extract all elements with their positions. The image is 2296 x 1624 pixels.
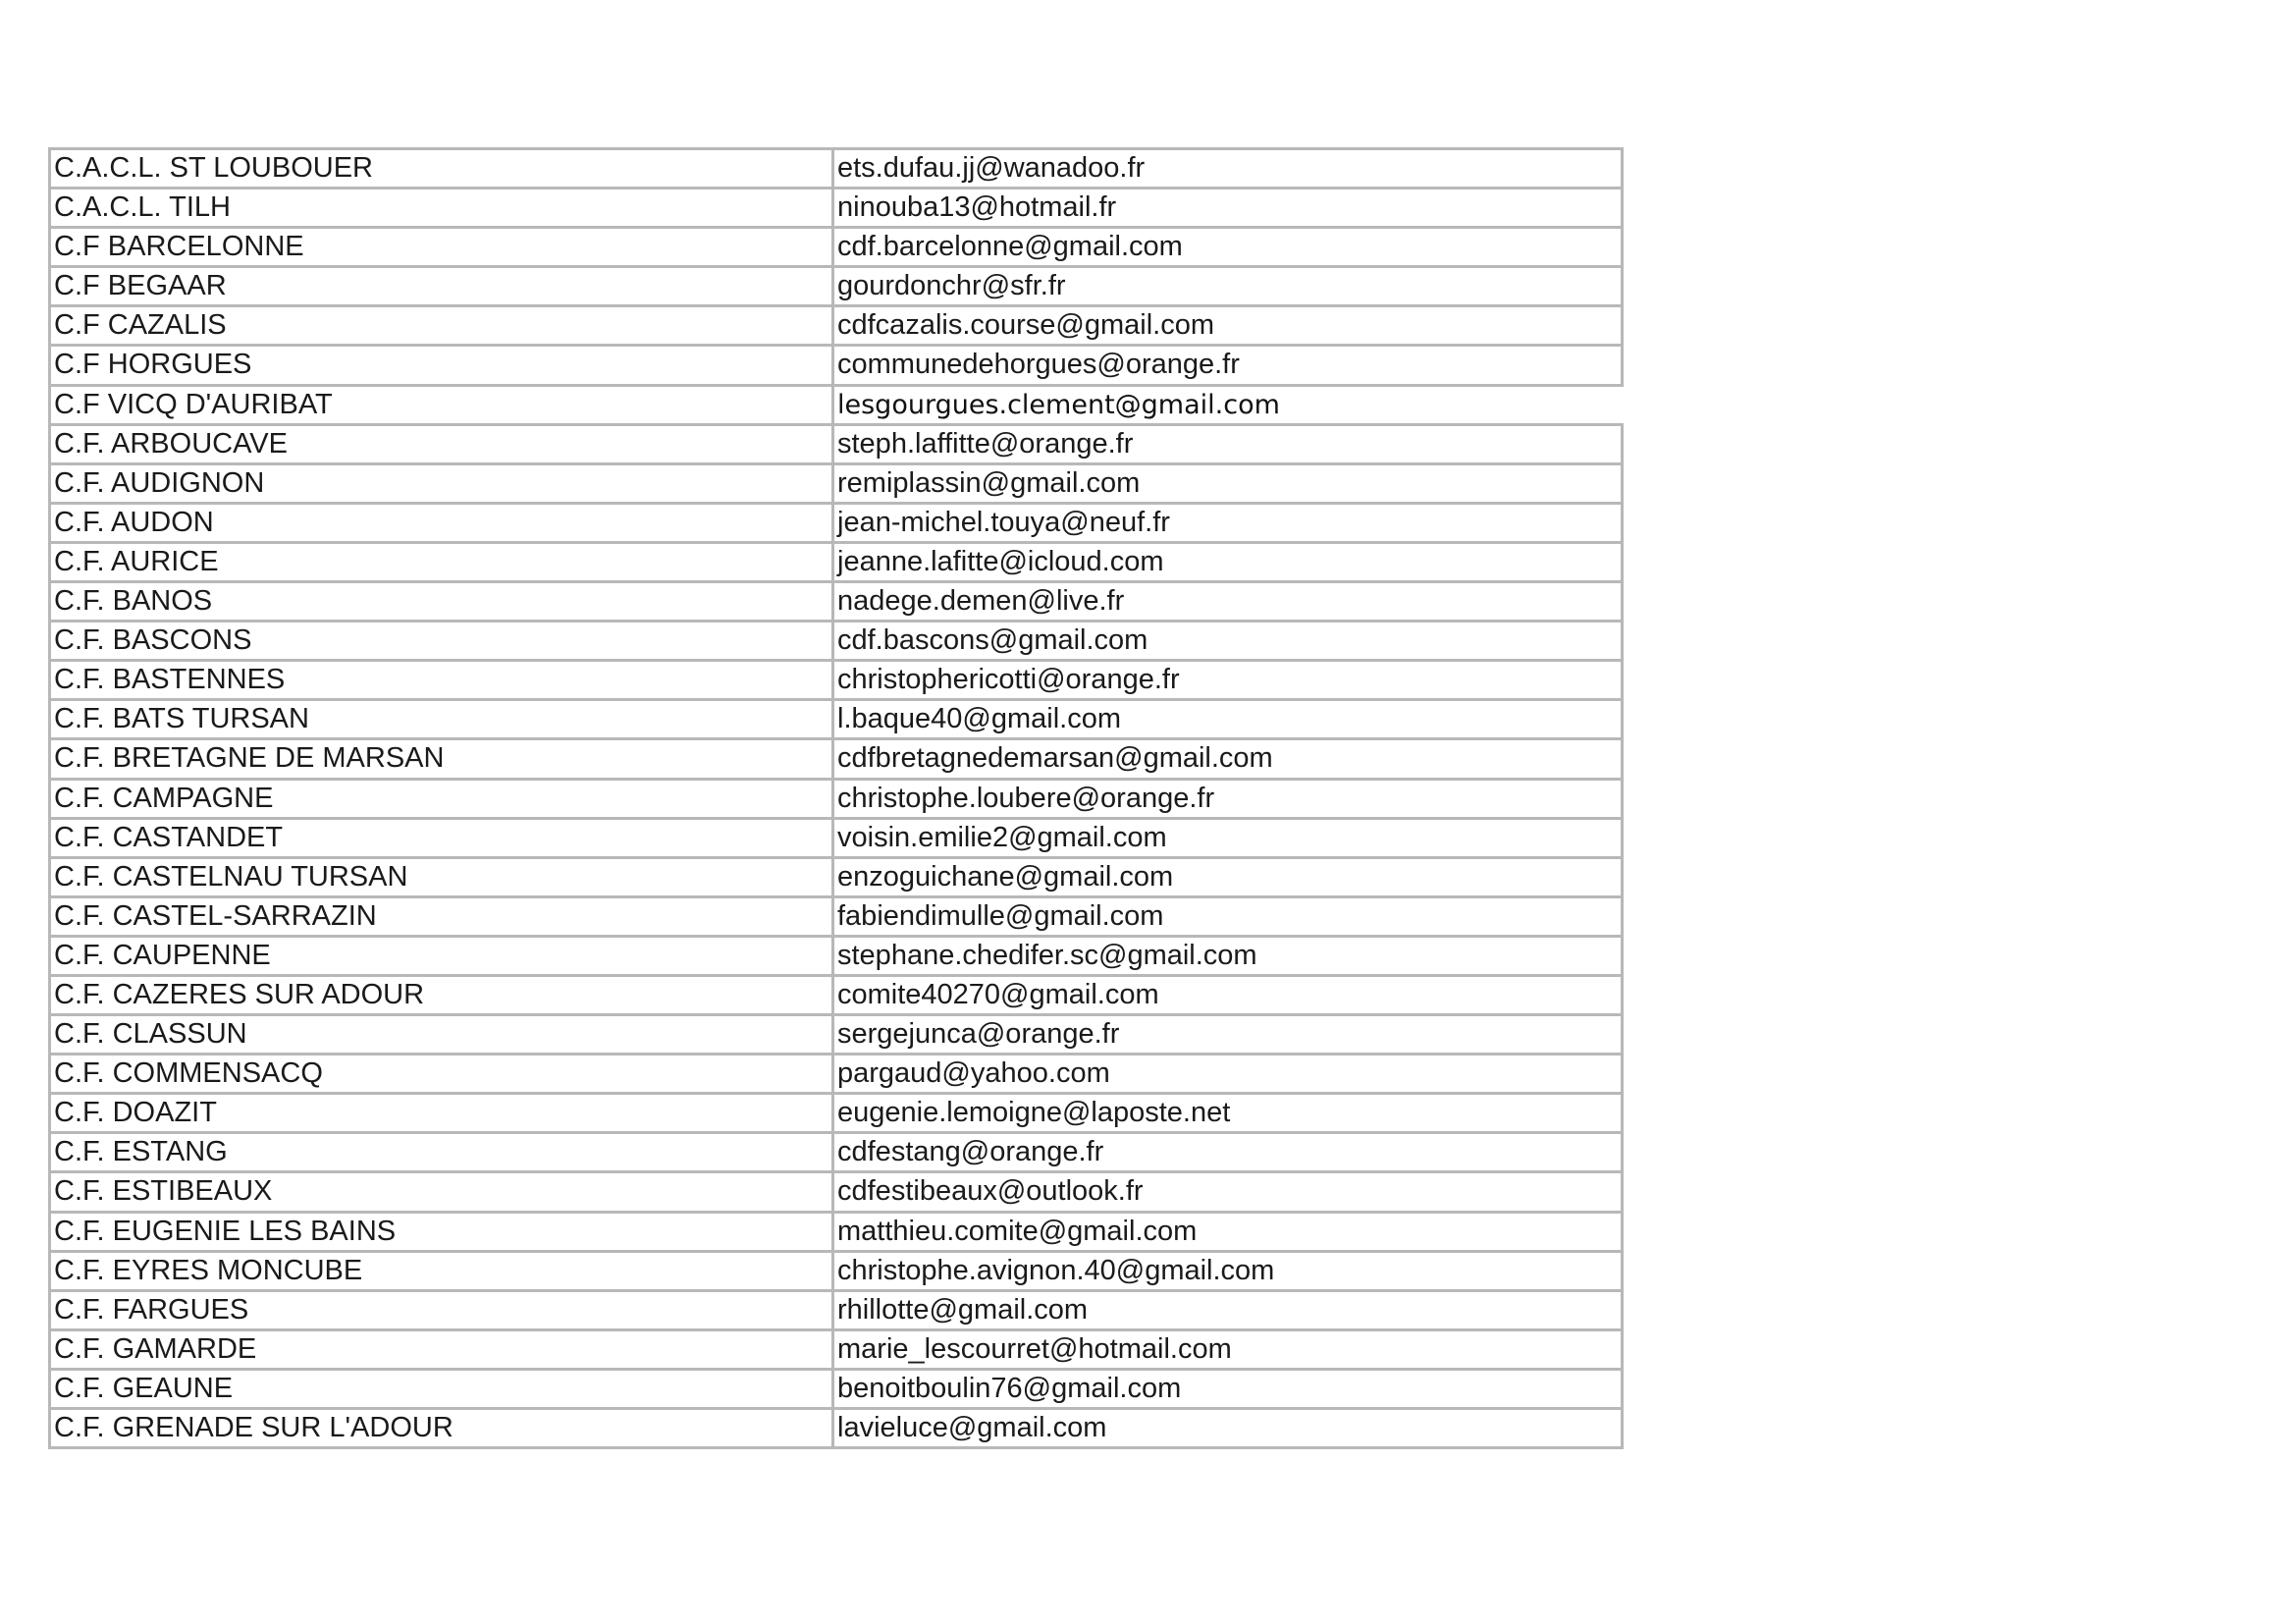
committee-name-cell: C.F BARCELONNE <box>51 229 834 265</box>
committee-name-cell: C.F. CAZERES SUR ADOUR <box>51 977 834 1013</box>
table-row <box>51 938 1624 977</box>
email-cell: lavieluce@gmail.com <box>834 1410 1624 1446</box>
email-cell: christophericotti@orange.fr <box>834 662 1624 698</box>
committee-name-cell: C.F. AUDON <box>51 505 834 541</box>
committee-name-cell: C.F. AURICE <box>51 544 834 580</box>
table-row <box>51 544 1624 583</box>
email-cell: communedehorgues@orange.fr <box>834 347 1624 383</box>
table-row <box>51 1292 1624 1331</box>
committee-name-cell: C.F. BASCONS <box>51 623 834 659</box>
email-cell: nadege.demen@live.fr <box>834 583 1624 620</box>
email-cell: gourdonchr@sfr.fr <box>834 268 1624 304</box>
email-cell: l.baque40@gmail.com <box>834 701 1624 737</box>
email-cell: cdfestibeaux@outlook.fr <box>834 1173 1624 1210</box>
email-cell: stephane.chedifer.sc@gmail.com <box>834 938 1624 974</box>
table-row <box>51 859 1624 898</box>
table-row <box>51 1331 1624 1371</box>
table-row <box>51 268 1624 307</box>
email-cell: rhillotte@gmail.com <box>834 1292 1624 1328</box>
table-row <box>51 623 1624 662</box>
table-row <box>51 1056 1624 1095</box>
table-row <box>51 1173 1624 1213</box>
committee-name-cell: C.F. CASTANDET <box>51 820 834 856</box>
table-row <box>51 1214 1624 1253</box>
committee-name-cell: C.F. AUDIGNON <box>51 465 834 502</box>
committee-name-cell: C.F HORGUES <box>51 347 834 383</box>
table-row <box>51 1371 1624 1410</box>
committee-name-cell: C.F. CASTEL-SARRAZIN <box>51 898 834 935</box>
table-row <box>51 189 1624 229</box>
email-cell: christophe.loubere@orange.fr <box>834 781 1624 817</box>
committee-name-cell: C.A.C.L. ST LOUBOUER <box>51 150 834 187</box>
committee-name-cell: C.F. ARBOUCAVE <box>51 426 834 462</box>
table-row <box>51 150 1624 189</box>
email-cell: ets.dufau.jj@wanadoo.fr <box>834 150 1624 187</box>
committee-name-cell: C.F. DOAZIT <box>51 1095 834 1131</box>
table-row <box>51 977 1624 1016</box>
table-row <box>51 1253 1624 1292</box>
table-row <box>51 347 1624 386</box>
email-cell: pargaud@yahoo.com <box>834 1056 1624 1092</box>
table-row <box>51 1016 1624 1056</box>
committee-name-cell: C.F. GEAUNE <box>51 1371 834 1407</box>
email-cell: steph.laffitte@orange.fr <box>834 426 1624 462</box>
committee-name-cell: C.F. ESTANG <box>51 1134 834 1170</box>
email-cell: ninouba13@hotmail.fr <box>834 189 1624 226</box>
email-cell: eugenie.lemoigne@laposte.net <box>834 1095 1624 1131</box>
email-cell: matthieu.comite@gmail.com <box>834 1214 1624 1250</box>
table-row <box>51 505 1624 544</box>
table-row <box>51 701 1624 740</box>
committee-name-cell: C.F CAZALIS <box>51 307 834 344</box>
committee-name-cell: C.F. CAUPENNE <box>51 938 834 974</box>
table-row <box>51 740 1624 780</box>
email-cell: lesgourgues.clement@gmail.com <box>837 389 1280 420</box>
committee-name-cell: C.A.C.L. TILH <box>51 189 834 226</box>
table-row <box>51 465 1624 505</box>
committee-name-cell: C.F. FARGUES <box>51 1292 834 1328</box>
table-row <box>51 781 1624 820</box>
email-cell: comite40270@gmail.com <box>834 977 1624 1013</box>
email-cell: benoitboulin76@gmail.com <box>834 1371 1624 1407</box>
committee-name-cell: C.F. ESTIBEAUX <box>51 1173 834 1210</box>
committee-name-cell: C.F. BANOS <box>51 583 834 620</box>
table-row <box>51 898 1624 938</box>
table-row <box>51 1095 1624 1134</box>
committee-name-cell: C.F VICQ D'AURIBAT <box>51 387 834 423</box>
email-cell: voisin.emilie2@gmail.com <box>834 820 1624 856</box>
email-cell: fabiendimulle@gmail.com <box>834 898 1624 935</box>
email-cell: christophe.avignon.40@gmail.com <box>834 1253 1624 1289</box>
committee-name-cell: C.F. GRENADE SUR L'ADOUR <box>51 1410 834 1446</box>
committee-name-cell: C.F BEGAAR <box>51 268 834 304</box>
committee-name-cell: C.F. GAMARDE <box>51 1331 834 1368</box>
table-row <box>51 820 1624 859</box>
contact-table <box>48 147 1624 1449</box>
table-row <box>51 229 1624 268</box>
email-cell: cdfbretagnedemarsan@gmail.com <box>834 740 1624 777</box>
committee-name-cell: C.F. EYRES MONCUBE <box>51 1253 834 1289</box>
committee-name-cell: C.F. CAMPAGNE <box>51 781 834 817</box>
email-cell: remiplassin@gmail.com <box>834 465 1624 502</box>
committee-name-cell: C.F. BASTENNES <box>51 662 834 698</box>
table-row <box>51 307 1624 347</box>
table-row <box>51 583 1624 623</box>
committee-name-cell: C.F. BATS TURSAN <box>51 701 834 737</box>
email-cell: marie_lescourret@hotmail.com <box>834 1331 1624 1368</box>
table-row <box>51 662 1624 701</box>
table-row <box>51 1410 1624 1449</box>
email-cell: cdfestang@orange.fr <box>834 1134 1624 1170</box>
committee-name-cell: C.F. EUGENIE LES BAINS <box>51 1214 834 1250</box>
email-cell: enzoguichane@gmail.com <box>834 859 1624 895</box>
email-cell: cdfcazalis.course@gmail.com <box>834 307 1624 344</box>
committee-name-cell: C.F. CASTELNAU TURSAN <box>51 859 834 895</box>
table-row <box>51 426 1624 465</box>
table-row <box>51 387 1624 426</box>
committee-name-cell: C.F. CLASSUN <box>51 1016 834 1053</box>
email-cell: jeanne.lafitte@icloud.com <box>834 544 1624 580</box>
email-cell: cdf.barcelonne@gmail.com <box>834 229 1624 265</box>
committee-name-cell: C.F. COMMENSACQ <box>51 1056 834 1092</box>
email-cell: cdf.bascons@gmail.com <box>834 623 1624 659</box>
email-cell: jean-michel.touya@neuf.fr <box>834 505 1624 541</box>
committee-name-cell: C.F. BRETAGNE DE MARSAN <box>51 740 834 777</box>
email-cell: sergejunca@orange.fr <box>834 1016 1624 1053</box>
table-row <box>51 1134 1624 1173</box>
